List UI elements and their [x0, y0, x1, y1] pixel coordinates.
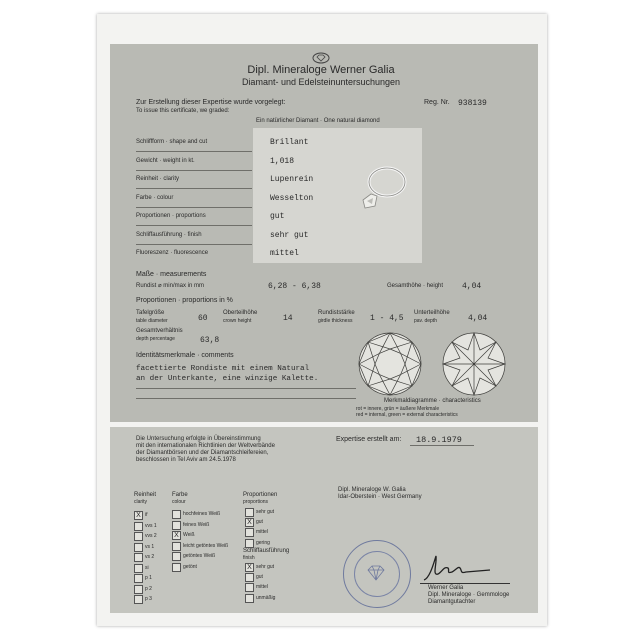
depth-label: Gesamtverhältnis [136, 328, 183, 334]
statement-line-2: mit den internationalen Richtlinien der Weltverbände [136, 443, 275, 449]
finish-option: unmäßig [256, 595, 276, 601]
finish-checkbox: X [245, 563, 254, 572]
property-rule [136, 151, 252, 152]
clarity-sub: clarity [134, 499, 148, 505]
property-label: Fluoreszenz · fluorescence [136, 250, 209, 256]
intro-de: Zur Erstellung dieser Expertise wurde vorgelegt: [136, 99, 286, 106]
proportion-option: gut [256, 519, 263, 525]
signature-name: Werner Galia [428, 585, 464, 591]
clarity-title: Reinheit [134, 492, 157, 498]
pavilion-label: Unterteilhöhe [414, 310, 450, 316]
crown-value: 14 [283, 314, 293, 323]
proportion-checkbox [245, 528, 254, 537]
property-rule [136, 207, 252, 208]
statement-line-4: beschlossen in Tel Aviv am 24.5.1978 [136, 457, 236, 463]
ring-photo [345, 160, 415, 220]
pavilion-view-diagram [443, 333, 505, 395]
girdle-label: Rundiststärke [318, 310, 355, 316]
colour-sub: colour [172, 499, 186, 505]
clarity-checkbox [134, 564, 143, 573]
date-label: Expertise erstellt am: [336, 436, 402, 443]
clarity-option: p 3 [145, 596, 152, 602]
comment-rule [136, 388, 356, 389]
property-value: Lupenrein [270, 175, 314, 184]
clarity-option: vs 2 [145, 554, 155, 560]
colour-option: leicht getöntes Weiß [183, 543, 229, 549]
regnr-value: 938139 [458, 99, 487, 108]
clarity-option: si [145, 565, 149, 571]
pavilion-sub: pav. depth [414, 318, 437, 324]
header-title: Dipl. Mineraloge Werner Galia [247, 64, 395, 76]
property-label: Schliffausführung · finish [136, 232, 202, 238]
table-label: Tafelgröße [136, 310, 165, 316]
comment-rule [136, 398, 356, 399]
colour-checkbox [172, 521, 181, 530]
colour-checkbox [172, 542, 181, 551]
colour-checkbox [172, 510, 181, 519]
depth-value: 63,8 [200, 336, 220, 345]
address-city: Idar-Oberstein · West Germany [338, 494, 422, 500]
proportion-checkbox [245, 508, 254, 517]
table-sub: table diameter [136, 318, 168, 324]
clarity-option: p 1 [145, 575, 152, 581]
date-rule [410, 445, 474, 446]
date-value: 18.9.1979 [416, 435, 462, 445]
girdle-sub: girdle thickness [318, 318, 353, 324]
clarity-checkbox [134, 532, 143, 541]
property-value: mittel [270, 249, 299, 258]
statement-line-3: der Diamantbörsen und der Diamantschleifereien, [136, 450, 269, 456]
property-value: Wesselton [270, 194, 314, 203]
comments-line-1: facettierte Rondiste mit einem Natural [136, 365, 310, 373]
proportion-sub: proportions [243, 499, 269, 505]
clarity-option: vvs 2 [145, 533, 157, 539]
crown-view-diagram [359, 333, 421, 395]
property-rule [136, 225, 252, 226]
diagram-line-1: rot = innere, grün = äußere Merkmale [356, 406, 440, 412]
proportion-option: gering [256, 540, 270, 546]
clarity-checkbox [134, 595, 143, 604]
proportion-option: sehr gut [256, 509, 275, 515]
colour-option: feines Weiß [183, 522, 210, 528]
property-rule [136, 244, 252, 245]
colour-checkbox [172, 563, 181, 572]
stone-description: Ein natürlicher Diamant · One natural diamond [256, 118, 380, 124]
property-label: Gewicht · weight in kt. [136, 158, 195, 164]
colour-option: getöntes Weiß [183, 553, 216, 559]
measures-heading: Maße · measurements [136, 271, 207, 278]
finish-checkbox [245, 583, 254, 592]
proportion-option: mittel [256, 529, 268, 535]
clarity-checkbox [134, 553, 143, 562]
height-value: 4,04 [462, 282, 482, 291]
property-label: Schliffform · shape and cut [136, 139, 208, 145]
rundist-value: 6,28 - 6,38 [268, 282, 321, 291]
diagram-title: Merkmaldiagramme · characteristics [384, 398, 481, 404]
proportion-checkbox [245, 539, 254, 548]
property-value: 1,018 [270, 157, 295, 166]
clarity-option: vvs 1 [145, 523, 157, 529]
property-rule [136, 188, 252, 189]
clarity-checkbox [134, 522, 143, 531]
colour-option: hochfeines Weiß [183, 511, 221, 517]
finish-option: sehr gut [256, 564, 275, 570]
stamp-diamond-icon [365, 565, 387, 581]
property-label: Proportionen · proportions [136, 213, 206, 219]
header-subtitle: Diamant- und Edelsteinuntersuchungen [241, 77, 401, 87]
comments-heading: Identitätsmerkmale · comments [136, 352, 234, 359]
finish-checkbox [245, 594, 254, 603]
logo-icon [312, 52, 330, 64]
clarity-checkbox [134, 574, 143, 583]
colour-checkbox: X [172, 531, 181, 540]
property-value: gut [270, 212, 285, 221]
diamond-diagrams [356, 330, 508, 398]
finish-option: mittel [256, 584, 268, 590]
comments-line-2: an der Unterkante, eine winzige Kalette. [136, 375, 319, 383]
property-label: Reinheit · clarity [136, 176, 180, 182]
statement-line-1: Die Untersuchung erfolgte in Übereinstimmung [136, 436, 261, 442]
clarity-checkbox [134, 543, 143, 552]
rundist-label: Rundist ⌀ min/max in mm [136, 283, 204, 289]
property-value: sehr gut [270, 231, 309, 240]
finish-checkbox [245, 573, 254, 582]
colour-option: getönt [183, 564, 197, 570]
property-value: Brillant [270, 138, 309, 147]
finish-sub: finish [243, 555, 255, 561]
depth-sub: depth percentage [136, 336, 175, 342]
diagram-line-2: red = internal, green = external characteristics [356, 412, 458, 418]
signature-title: Dipl. Mineraloge · Gemmologe [428, 592, 510, 598]
property-rule [136, 170, 252, 171]
signature-rule [420, 583, 510, 584]
proportions-heading: Proportionen · proportions in % [136, 297, 233, 304]
colour-title: Farbe [172, 492, 188, 498]
height-label: Gesamthöhe · height [387, 283, 444, 289]
crown-sub: crown height [223, 318, 252, 324]
handwritten-signature [420, 550, 500, 586]
table-value: 60 [198, 314, 208, 323]
clarity-checkbox [134, 585, 143, 594]
colour-option: Weiß [183, 532, 195, 538]
proportion-checkbox: X [245, 518, 254, 527]
crown-label: Oberteilhöhe [223, 310, 258, 316]
proportion-title: Proportionen [243, 492, 278, 498]
pavilion-value: 4,04 [468, 314, 488, 323]
regnr-label: Reg. Nr. [424, 99, 450, 106]
girdle-value: 1 - 4,5 [370, 314, 404, 323]
clarity-option: p 2 [145, 586, 152, 592]
clarity-option: vs 1 [145, 544, 155, 550]
property-label: Farbe · colour [136, 195, 174, 201]
clarity-option: if [145, 512, 148, 518]
address-name: Dipl. Mineraloge W. Galia [338, 487, 406, 493]
finish-title: Schliffausführung [243, 548, 290, 554]
clarity-checkbox: X [134, 511, 143, 520]
signature-role: Diamantgutachter [428, 599, 476, 605]
finish-option: gut [256, 574, 263, 580]
colour-checkbox [172, 552, 181, 561]
intro-en: To issue this certificate, we graded: [136, 108, 230, 114]
